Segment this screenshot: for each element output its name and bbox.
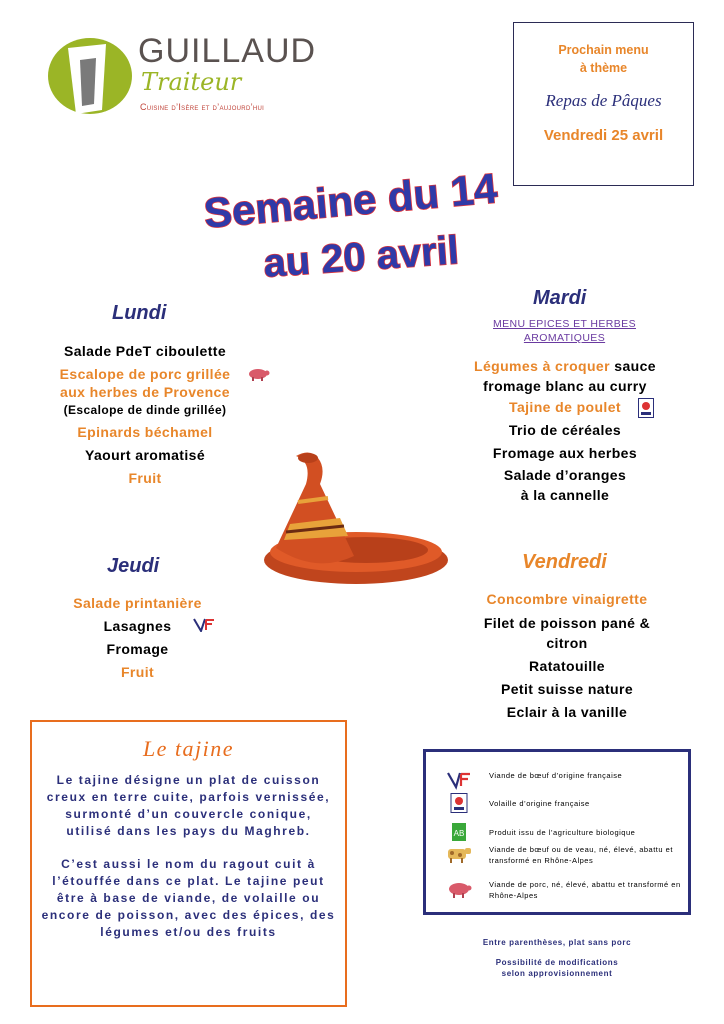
mardi-item-5: Fromage aux herbes [492, 445, 638, 461]
vendredi-item-6: Eclair à la vanille [506, 704, 628, 720]
brand-logo [46, 30, 317, 116]
vendredi-item-5: Petit suisse nature [500, 681, 634, 697]
vendredi-title: Vendredi [522, 551, 607, 573]
lundi-item-1: Salade PdeT ciboulette [63, 343, 227, 359]
pig-icon [246, 367, 270, 381]
mardi-item-3-row [440, 396, 690, 419]
jeudi-title: Jeudi [107, 555, 160, 577]
vendredi-menu [452, 588, 682, 724]
mardi-title: Mardi [533, 287, 587, 309]
next-menu-title [514, 41, 693, 77]
brand-tagline: Cuisine d’Isère et d’aujourd’hui [140, 102, 265, 112]
footer-note-modifications-line1: Possibilité de modifications [495, 958, 619, 967]
lundi-item-5: Epinards béchamel [77, 424, 213, 440]
jeudi-item-4: Fruit [120, 664, 155, 680]
brand-subname: Traiteur [141, 68, 242, 96]
mardi-item-4: Trio de céréales [508, 422, 622, 438]
next-menu-box [513, 22, 694, 186]
jeudi-item-2-row [30, 615, 245, 638]
mardi-item-7: à la cannelle [520, 487, 610, 503]
footer-note-modifications [423, 957, 691, 979]
legend-text-vbf: Viande de bœuf d’origine française [489, 771, 623, 780]
tajine-paragraph-2: C’est aussi le nom du ragout cuit à l’étouffée dans ce plat. Le tajine peut être à base de viande, de volaille ou encore de poisson, avec des épices, des légumes et/ou des fruits [41, 857, 336, 939]
brand-name: GUILLAUD [138, 32, 317, 70]
legend-text-cow: Viande de bœuf ou de veau, né, élevé, abattu et transformé en Rhône-Alpes [489, 845, 673, 865]
tajine-paragraph-1: Le tajine désigne un plat de cuisson creux en terre cuite, parfois vernissée, surmonté d’un couvercle conique, utilisé dans les pays du Maghreb. [46, 773, 331, 838]
next-menu-date: Vendredi 25 avril [543, 127, 664, 144]
footer-note-no-pork: Entre parenthèses, plat sans porc [482, 938, 632, 947]
logo-mark-icon [46, 30, 136, 116]
week-title-line1: Semaine du 14 [202, 164, 500, 237]
vf-poultry-icon [638, 398, 654, 418]
mardi-item-6: Salade d’oranges [503, 467, 627, 483]
lundi-item-3: aux herbes de Provence [60, 384, 230, 400]
next-menu-title-line1: Prochain menu [558, 43, 649, 57]
vbf-icon [193, 618, 215, 632]
jeudi-item-3: Fromage [106, 641, 169, 657]
lundi-title: Lundi [112, 302, 167, 324]
lundi-item-2: Escalope de porc grillée [59, 366, 231, 382]
mardi-menu [440, 356, 690, 505]
next-menu-theme: Repas de Pâques [545, 91, 662, 110]
legend-text-pig: Viande de porc, né, élevé, abattu et transformé en Rhône-Alpes [489, 880, 681, 900]
cow-icon [446, 844, 472, 864]
vendredi-item-1: Concombre vinaigrette [486, 591, 648, 607]
lundi-item-7: Fruit [128, 470, 162, 486]
vf-poultry-icon [446, 793, 472, 813]
week-title-line2: au 20 avril [262, 228, 461, 286]
mardi-item-3: Tajine de poulet [509, 399, 621, 415]
lundi-menu [30, 340, 260, 490]
vendredi-item-4: Ratatouille [529, 658, 605, 674]
legend-text-organic: Produit issu de l’agriculture biologique [489, 828, 636, 837]
tajine-illustration [236, 448, 456, 588]
mardi-subtitle: MENU EPICES ET HERBES AROMATIQUES [493, 318, 636, 344]
lundi-item-4: (Escalope de dinde grillée) [63, 403, 227, 417]
svg-text:AB: AB [453, 829, 465, 838]
pig-icon [446, 879, 472, 899]
vbf-icon [446, 770, 472, 790]
vendredi-item-2: Filet de poisson pané & [483, 615, 651, 631]
lundi-item-2-row [30, 365, 260, 383]
lundi-item-6: Yaourt aromatisé [85, 447, 205, 463]
mardi-item-1 [440, 356, 690, 376]
vendredi-item-3: citron [546, 635, 588, 651]
tajine-info-box [30, 720, 347, 1007]
mardi-item-1-orange: Légumes à croquer [474, 358, 610, 374]
jeudi-item-2: Lasagnes [103, 618, 172, 634]
jeudi-item-1: Salade printanière [73, 595, 202, 611]
tajine-title: Le tajine [142, 736, 235, 761]
ab-organic-icon [446, 822, 472, 842]
legend-box [423, 749, 691, 915]
jeudi-menu [30, 592, 245, 684]
footer-note-modifications-line2: selon approvisionnement [501, 969, 613, 978]
legend-text-poultry: Volaille d’origine française [489, 799, 590, 808]
mardi-item-2: fromage blanc au curry [483, 378, 647, 394]
mardi-item-1-rest: sauce [609, 358, 656, 374]
next-menu-title-line2: à thème [579, 61, 628, 75]
